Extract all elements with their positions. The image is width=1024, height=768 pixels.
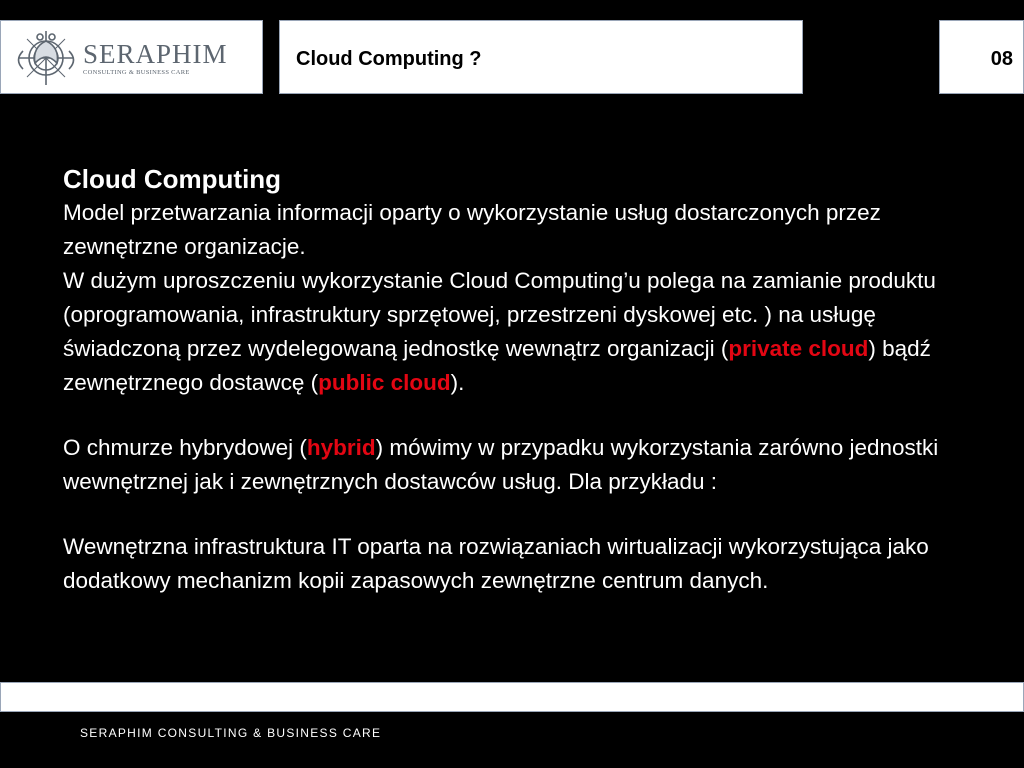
paragraph-spacer: [63, 400, 953, 431]
private-cloud-highlight: private cloud: [728, 336, 869, 361]
cloud-types-text-2: ) bądź zewnętrznego dostawcę (: [63, 336, 931, 395]
logo-wordmark: [83, 41, 228, 76]
paragraph-spacer: [63, 499, 953, 530]
slide-body: [63, 162, 953, 598]
definition-paragraph: Model przetwarzania informacji oparty o wykorzystanie usług dostarczonych przez zewnętrzne organizacje.: [63, 200, 881, 259]
body-heading: Cloud Computing: [63, 164, 282, 194]
hybrid-text-2: ) mówimy w przypadku wykorzystania zarówno jednostki wewnętrznej jak i zewnętrznych dostawców usług. Dla przykładu :: [63, 435, 939, 494]
hybrid-paragraph: [63, 431, 953, 499]
hybrid-highlight: hybrid: [306, 435, 376, 460]
logo-tagline: CONSULTING & BUSINESS CARE: [83, 69, 190, 76]
cloud-types-text-1: W dużym uproszczeniu wykorzystanie Cloud Computing’u polega na zamianie produktu (oprogramowania, infrastruktury sprzętowej, przestrzeni dyskowej etc. ) na usługę świadczoną przez wydelegowaną jednostkę wewnątrz organizacji (: [63, 268, 936, 361]
cloud-types-paragraph: [63, 264, 953, 400]
logo-name: SERAPHIM: [83, 39, 228, 69]
slide-number-panel: [939, 20, 1024, 94]
cloud-types-text-3: ).: [450, 370, 465, 395]
example-paragraph: Wewnętrzna infrastruktura IT oparta na rozwiązaniach wirtualizacji wykorzystująca jako dodatkowy mechanizm kopii zapasowych zewnętrzne centrum danych.: [63, 534, 929, 593]
public-cloud-highlight: public cloud: [318, 370, 451, 395]
footer-bar: [0, 682, 1024, 712]
footer-text: SERAPHIM CONSULTING & BUSINESS CARE: [80, 726, 382, 740]
logo-panel: [0, 20, 263, 94]
hybrid-text-1: O chmurze hybrydowej (: [63, 435, 307, 460]
title-panel: [279, 20, 803, 94]
slide-title: Cloud Computing ?: [296, 48, 482, 70]
slide-number: 08: [990, 48, 1013, 70]
seraphim-emblem-icon: [13, 27, 79, 89]
